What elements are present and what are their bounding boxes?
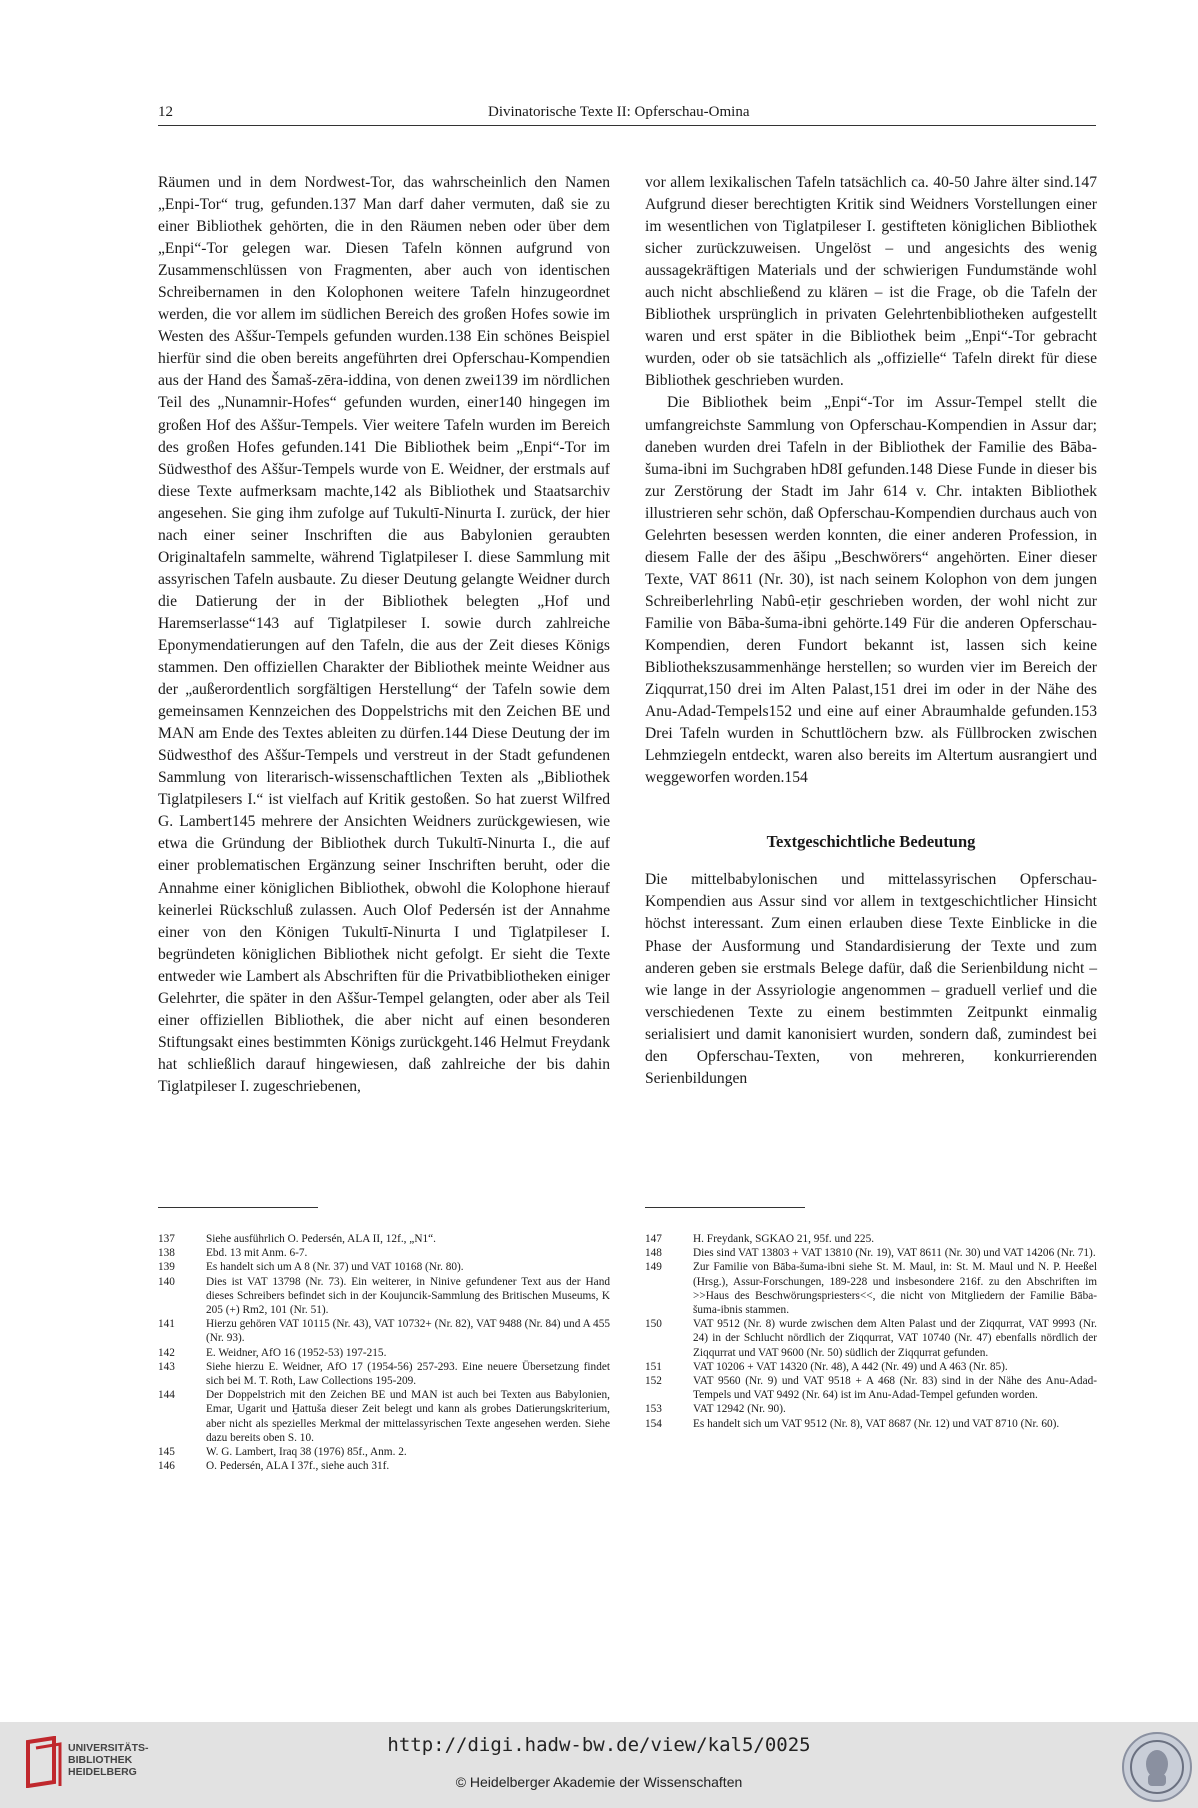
footnote-number: 140: [158, 1275, 175, 1288]
left-column: [158, 172, 610, 1098]
footnote: [645, 1360, 1097, 1374]
footnotes-right: [645, 1232, 1097, 1431]
footnote: [158, 1445, 610, 1459]
footnote-text: Der Doppelstrich mit den Zeichen BE und MAN ist auch bei Texten aus Babylonien, Emar, Ugarit und Ḫattuša dieser Zeit belegt und kann als grobes Datierungskriterium, aber nicht als spezielles Merkmal der mittelassyrischen Texte angesehen werden. Siehe dazu bereits oben S. 10.: [206, 1389, 610, 1444]
footnote-text: Dies sind VAT 13803 + VAT 13810 (Nr. 19), VAT 8611 (Nr. 30) und VAT 14206 (Nr. 71).: [693, 1247, 1096, 1260]
footnote-text: Siehe ausführlich O. Pedersén, ALA II, 12f., „N1“.: [206, 1233, 436, 1245]
footnote-rule: [645, 1207, 805, 1208]
footnote-number: 145: [158, 1446, 175, 1459]
footnote-number: 137: [158, 1233, 175, 1245]
footnote-number: 151: [645, 1360, 662, 1373]
footnote: [158, 1459, 610, 1473]
logo-line: HEIDELBERG: [68, 1766, 137, 1778]
footnote-text: Ebd. 13 mit Anm. 6-7.: [206, 1247, 308, 1260]
footnote-text: Es handelt sich um A 8 (Nr. 37) und VAT 10168 (Nr. 80).: [206, 1261, 464, 1274]
footnote: [645, 1260, 1097, 1317]
header-rule: [158, 125, 1096, 126]
footnote-text: VAT 9560 (Nr. 9) und VAT 9518 + A 468 (Nr. 83) sind in der Nähe des Anu-Adad-Tempels und VAT 9492 (Nr. 64) ist im Anu-Adad-Tempel gefunden worden.: [693, 1375, 1097, 1402]
footnote-number: 142: [158, 1346, 175, 1359]
footnote-number: 153: [645, 1403, 662, 1416]
logo-line: UNIVERSITÄTS-: [68, 1742, 149, 1754]
footnote-number: 141: [158, 1318, 175, 1331]
permalink-url[interactable]: http://digi.hadw-bw.de/view/kal5/0025: [387, 1734, 811, 1756]
footnote: [158, 1346, 610, 1360]
footnote-number: 152: [645, 1375, 662, 1388]
footnote-text: H. Freydank, SGKAO 21, 95f. und 225.: [693, 1233, 875, 1245]
footnote-text: VAT 10206 + VAT 14320 (Nr. 48), A 442 (Nr. 49) und A 463 (Nr. 85).: [693, 1360, 1008, 1373]
footnote: [158, 1260, 610, 1274]
right-column: [645, 172, 1097, 1090]
footnote-text: Dies ist VAT 13798 (Nr. 73). Ein weiterer, in Ninive gefundener Text aus der Hand dieses Schreibers befindet sich in der Koujuncik-Sammlung des Britischen Museums, K 205 (+) Rm2, 101 (Nr. 51).: [206, 1275, 610, 1317]
footnote: [158, 1317, 610, 1345]
section-heading: Textgeschichtliche Bedeutung: [766, 832, 976, 852]
footnote-text: Es handelt sich um VAT 9512 (Nr. 8), VAT 8687 (Nr. 12) und VAT 8710 (Nr. 60).: [693, 1417, 1060, 1430]
footnote: [158, 1246, 610, 1260]
footnote-rule: [158, 1207, 318, 1208]
footnote: [158, 1275, 610, 1318]
footnote-number: 146: [158, 1460, 175, 1473]
body-paragraph: Die Bibliothek beim „Enpi“-Tor im Assur-Tempel stellt die umfangreichste Sammlung von Opferschau-Kompendien in Assur dar; daneben wurden drei Tafeln in der Bibliothek der Familie des Bāba-šuma-ibni im Suchgraben hD8I gefunden.148 Diese Funde in dieser bis zur Zerstörung der Stadt im Jahr 614 v. Chr. intakten Bibliothek illustrieren sehr schön, daß Opferschau-Kompendien durchaus auch von Gelehrten besessen werden konnten, die einer anderen Profession, in diesem Falle der des āšipu „Beschwörers“ angehörten. Einer dieser Texte, VAT 8611 (Nr. 30), ist nach seinem Kolophon von dem jungen Schreiberlehrling Nabû-eṭir geschrieben worden, der wohl nicht zur Familie von Bāba-šuma-ibni gehörte.149 Für die anderen Opferschau-Kompendien, deren Fundort bekannt ist, lassen sich keine Bibliothekszusammenhänge herstellen; so wurden vier im Bereich der Ziqqurrat,150 drei im Alten Palast,151 drei im oder in der Nähe des Anu-Adad-Tempels152 und eine auf einer Abraumhalde gefunden.153 Drei Tafeln wurden in Schuttlöchern bzw. als Füllbrocken zwischen Lehmziegeln entdeckt, waren also bereits im Altertum ausrangiert und weggeworfen worden.154: [645, 394, 1097, 787]
copyright-notice: © Heidelberger Akademie der Wissenschaften: [455, 1774, 743, 1790]
footnote: [645, 1232, 1097, 1246]
footnote-number: 147: [645, 1233, 662, 1245]
footnote-text: W. G. Lambert, Iraq 38 (1976) 85f., Anm. 2.: [206, 1446, 407, 1459]
body-paragraph: Räumen und in dem Nordwest-Tor, das wahrscheinlich den Namen „Enpi-Tor“ trug, gefunden.137 Man darf daher vermuten, daß sie zu einer Bibliothek gehörten, die in den Räumen neben oder über dem „Enpi“-Tor gelegen war. Diesen Tafeln können aufgrund von Zusammenschlüssen von Fragmenten, aber auch von identischen Schreibernamen in den Kolophonen weitere Tafeln hinzugeordnet werden, die vor allem im südlichen Bereich des großen Hofes sowie im Westen des Aššur-Tempels gefunden wurden.138 Ein schönes Beispiel hierfür sind die oben bereits angeführten drei Opferschau-Kompendien aus der Hand des Šamaš-zēra-iddina, von denen zwei139 im nördlichen Teil des „Nunamnir-Hofes“ gefunden wurden, einer140 hingegen im großen Hof des Aššur-Tempels. Vier weitere Tafeln wurden im Bereich des großen Hofes gefunden.141 Die Bibliothek beim „Enpi“-Tor im Südwesthof des Aššur-Tempels wurde von E. Weidner, der erstmals auf diese Texte aufmerksam machte,142 als Bibliothek und Staatsarchiv angesehen. Sie ging ihm zufolge auf Tukultī-Ninurta I. zurück, der hier nach einer seiner Inschriften die aus Babylonien geraubten Originaltafeln sammelte, während Tiglatpileser I. diese Sammlung mit assyrischen Tafeln ausbaute. Zu dieser Deutung gelangte Weidner durch die Datierung der in der Bibliothek belegten „Hof und Haremserlasse“143 auf Tiglatpileser I. sowie durch zahlreiche Eponymendatierungen auf den Tafeln, die aus der Zeit dieses Königs stammen. Den offiziellen Charakter der Bibliothek meinte Weidner aus der „außerordentlich sorgfältigen Herstellung“ der Tafeln sowie dem gemeinsamen Kennzeichen des Doppelstrichs mit den Zeichen BE und MAN am Ende des Textes ableiten zu dürfen.144 Diese Deutung der im Südwesthof des Aššur-Tempels und verstreut in der Stadt gefundenen Sammlung von literarisch-wissenschaftlichen Texten als „Bibliothek Tiglatpilesers I.“ ist vielfach auf Kritik gestoßen. So hat zuerst Wilfred G. Lambert145 mehrere der Ansichten Weidners zurückgewiesen, wie etwa die Gründung der Bibliothek durch Tukultī-Ninurta I., die auf einer problematischen Ergänzung seiner Inschriften beruht, oder die Annahme einer königlichen Bibliothek, obwohl die Kolophone hierauf keinerlei Rückschluß zulassen. Auch Olof Pedersén ist der Annahme einer von den Königen Tukultī-Ninurta I und Tiglatpileser I. begründeten königlichen Bibliothek nicht gefolgt. Er sieht die Texte entweder wie Lambert als Abschriften für die Privatbibliotheken einiger Gelehrter, die später in den Aššur-Tempel gelangten, oder aber als Teil einer offiziellen Bibliothek, die aber nicht auf einen besonderen Stiftungsakt eines bestimmten Königs zurückgeht.146 Helmut Freydank hat schließlich darauf hingewiesen, daß zahlreiche der bis dahin Tiglatpileser I. zugeschriebenen,: [158, 174, 610, 1095]
footnote-text: VAT 9512 (Nr. 8) wurde zwischen dem Alten Palast und der Ziqqurrat, VAT 9993 (Nr. 24) in der Schlucht nördlich der Ziqqurrat, VAT 10740 (Nr. 47) ebenfalls nördlich der Ziqqurrat und VAT 9600 (Nr. 50) südlich der Ziqqurrat gefunden.: [693, 1318, 1097, 1359]
footnote-text: VAT 12942 (Nr. 90).: [693, 1403, 786, 1416]
footnote: [158, 1232, 610, 1246]
body-paragraph: Die mittelbabylonischen und mittelassyrischen Opferschau-Kompendien aus Assur sind vor allem in textgeschichtlicher Hinsicht höchst interessant. Zum einen erlauben diese Texte Einblicke in die Phase der Ausformung und Standardisierung der Texte und zum anderen geben sie erstmals Belege dafür, daß die Serienbildung nicht – wie lange in der Assyriologie angenommen – graduell verlief und die verschiedenen Texte zu einem bestimmten Zeitpunkt einmalig serialisiert und damit kanonisiert wurden, sondern daß, zumindest bei den Opferschau-Texten, von mehreren, konkurrierenden Serienbildungen: [645, 871, 1097, 1087]
footnote-number: 149: [645, 1261, 662, 1274]
footnote-text: O. Pedersén, ALA I 37f., siehe auch 31f.: [206, 1460, 390, 1473]
academy-seal-icon: [1122, 1732, 1192, 1802]
footer-bar: [0, 1722, 1198, 1808]
footnote: [645, 1402, 1097, 1416]
footnote: [158, 1360, 610, 1388]
footnote-number: 143: [158, 1360, 175, 1373]
page-number: 12: [158, 104, 173, 120]
footnote-number: 139: [158, 1261, 175, 1274]
footnote-text: Zur Familie von Bāba-šuma-ibni siehe St. M. Maul, in: St. M. Maul und N. P. Heeßel (Hrsg.), Assur-Forschungen, 189-228 und insbesondere 216f. zu den Abschriften im >>Haus des Beschwörungspriesters<<, die nicht von Mitgliedern der Familie Bāba-šuma-ibnis stammen.: [693, 1261, 1097, 1317]
footnote: [645, 1246, 1097, 1260]
body-paragraph: vor allem lexikalischen Tafeln tatsächlich ca. 40-50 Jahre älter sind.147 Aufgrund dieser berechtigten Kritik sind Weidners Vorstellungen einer im wesentlichen von Tiglatpileser I. gestifteten königlichen Bibliothek sicher zurückzuweisen. Ungelöst – und angesichts des wenig aussagekräftigen Materials und der schwierigen Fundumstände wohl auch nicht abschließend zu klären – ist die Frage, ob die Tafeln der Bibliothek ursprünglich in privaten Gelehrtenbibliotheken aufgestellt waren und erst später in die Bibliothek beim „Enpi“-Tor gebracht wurden, oder ob sie tatsächlich als „offizielle“ Tafeln direkt für diese Bibliothek geschrieben wurden.: [645, 174, 1097, 390]
footnote-number: 150: [645, 1318, 662, 1331]
logo-line: BIBLIOTHEK: [68, 1754, 133, 1766]
footnote-text: E. Weidner, AfO 16 (1952-53) 197-215.: [206, 1346, 387, 1359]
footnote-text: Hierzu gehören VAT 10115 (Nr. 43), VAT 10732+ (Nr. 82), VAT 9488 (Nr. 84) und A 455 (Nr. 93).: [206, 1318, 610, 1345]
footnote-number: 144: [158, 1389, 175, 1402]
footnote: [645, 1317, 1097, 1360]
footnote-number: 138: [158, 1247, 175, 1260]
footnote-number: 148: [645, 1247, 662, 1260]
footnote-number: 154: [645, 1417, 662, 1430]
footnotes-left: [158, 1232, 610, 1473]
footnote: [645, 1417, 1097, 1431]
footnote: [645, 1374, 1097, 1402]
footnote: [158, 1388, 610, 1445]
running-title: Divinatorische Texte II: Opferschau-Omina: [488, 104, 750, 120]
footnote-text: Siehe hierzu E. Weidner, AfO 17 (1954-56) 257-293. Eine neuere Übersetzung findet sich bei M. T. Roth, Law Collections 195-209.: [206, 1360, 610, 1388]
